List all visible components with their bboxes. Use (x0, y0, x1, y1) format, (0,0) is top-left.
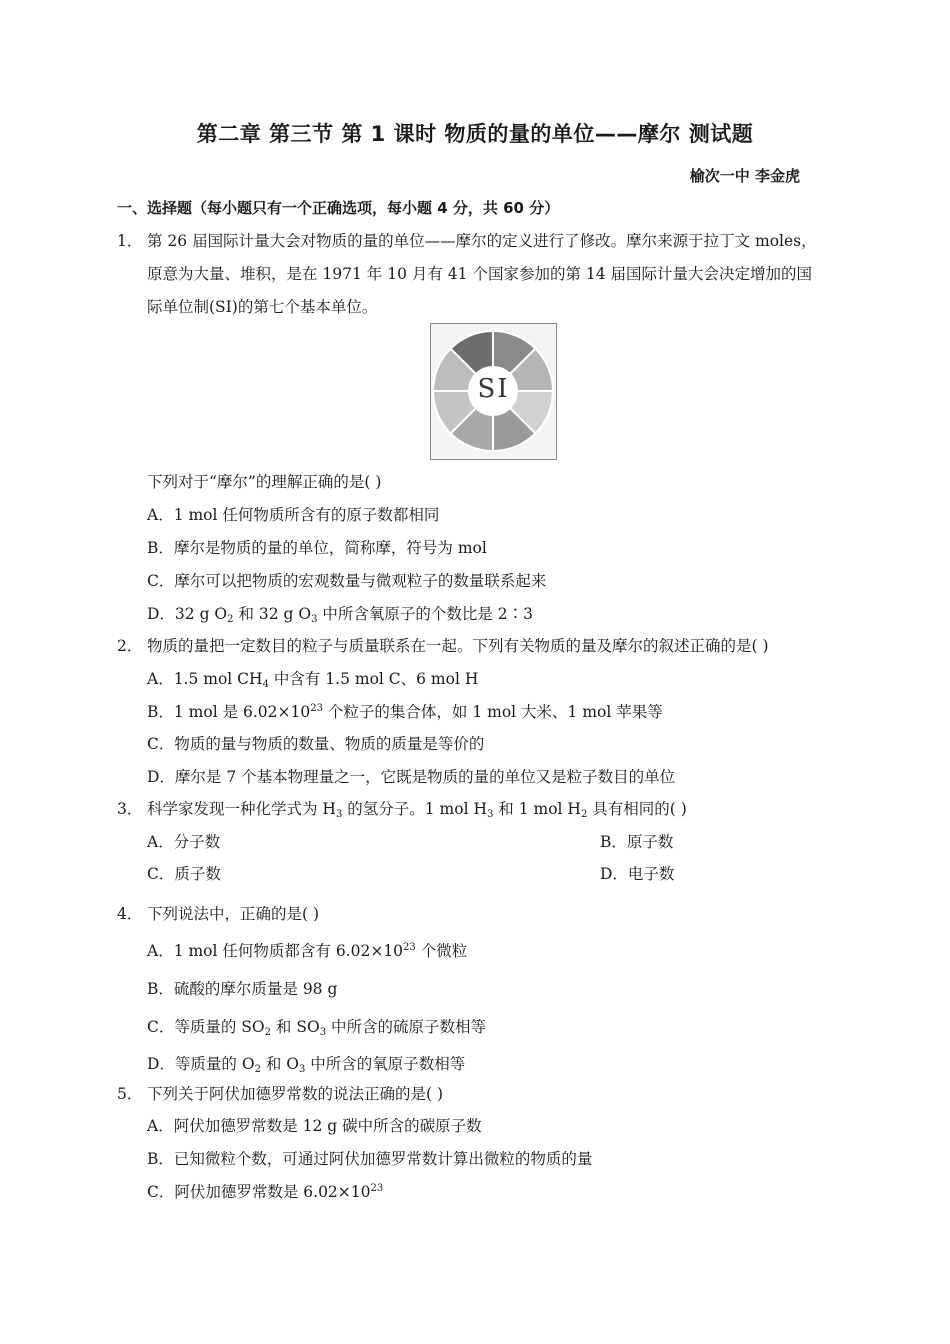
option-c: C．阿伏加德罗常数是 $6.02\times 10^{23}$ (147, 1183, 384, 1201)
option-c: C．摩尔可以把物质的宏观数量与微观粒子的数量联系起来 (147, 572, 547, 590)
page-title: 第二章 第三节 第 1 课时 物质的量的单位——摩尔 测试题 (196, 122, 754, 146)
si-units-figure (430, 323, 557, 460)
option-a: A．1 mol 任何物质所含有的原子数都相同 (147, 506, 440, 524)
option-c: C．质子数 (147, 865, 221, 883)
question-text: 际单位制(SI)的第七个基本单位。 (147, 298, 378, 316)
question-number: 2． (117, 637, 143, 655)
section-heading: 一、选择题（每小题只有一个正确选项，每小题 4 分，共 60 分） (117, 199, 560, 217)
question-number: 1． (117, 232, 143, 250)
question-stem: 下列说法中，正确的是( ) (147, 905, 320, 923)
question-stem: 科学家发现一种化学式为 $H_3$ 的氢分子。1 mol $H_3$ 和 1 mol $H_2$ 具有相同的( ) (147, 800, 687, 820)
option-b: B．原子数 (600, 833, 674, 851)
question-number: 5． (117, 1085, 143, 1103)
option-c: C．物质的量与物质的数量、物质的质量是等价的 (147, 735, 485, 753)
option-a: A．1.5 mol $CH_4$ 中含有 1.5 mol C、6 mol H (147, 670, 479, 690)
question-number: 3． (117, 800, 143, 818)
question-stem: 下列对于“摩尔”的理解正确的是( ) (147, 473, 382, 491)
question-text: 第 26 届国际计量大会对物质的量的单位——摩尔的定义进行了修改。摩尔来源于拉丁文 moles， (147, 232, 817, 250)
author: 榆次一中 李金虎 (689, 167, 800, 185)
question-text: 原意为大量、堆积，是在 1971 年 10 月有 41 个国家参加的第 14 届国际计量大会决定增加的国 (147, 265, 813, 283)
question-number: 4． (117, 905, 143, 923)
question-stem: 物质的量把一定数目的粒子与质量联系在一起。下列有关物质的量及摩尔的叙述正确的是( ) (147, 637, 769, 655)
option-c: C．等质量的 $SO_2$ 和 $SO_3$ 中所含的硫原子数相等 (147, 1018, 486, 1038)
option-b: B．已知微粒个数，可通过阿伏加德罗常数计算出微粒的物质的量 (147, 1150, 593, 1168)
option-d: D．电子数 (600, 865, 675, 883)
si-label: SI (477, 374, 510, 404)
option-a: A．阿伏加德罗常数是 12 g 碳中所含的碳原子数 (147, 1117, 482, 1135)
option-d: D．等质量的 $O_2$ 和 $O_3$ 中所含的氧原子数相等 (147, 1055, 466, 1075)
option-a: A．1 mol 任何物质都含有 $6.02\times 10^{23}$ 个微粒 (147, 942, 468, 960)
option-b: B．1 mol 是 $6.02\times 10^{23}$ 个粒子的集合体，如 1 mol 大米、1 mol 苹果等 (147, 703, 663, 721)
option-b: B．摩尔是物质的量的单位，简称摩，符号为 mol (147, 539, 487, 557)
question-stem: 下列关于阿伏加德罗常数的说法正确的是( ) (147, 1085, 444, 1103)
option-d: D．32 g $O_2$ 和 32 g $O_3$ 中所含氧原子的个数比是 2∶3 (147, 605, 534, 625)
option-b: B．硫酸的摩尔质量是 98 g (147, 980, 338, 998)
option-a: A．分子数 (147, 833, 221, 851)
option-d: D．摩尔是 7 个基本物理量之一，它既是物质的量的单位又是粒子数目的单位 (147, 768, 676, 786)
